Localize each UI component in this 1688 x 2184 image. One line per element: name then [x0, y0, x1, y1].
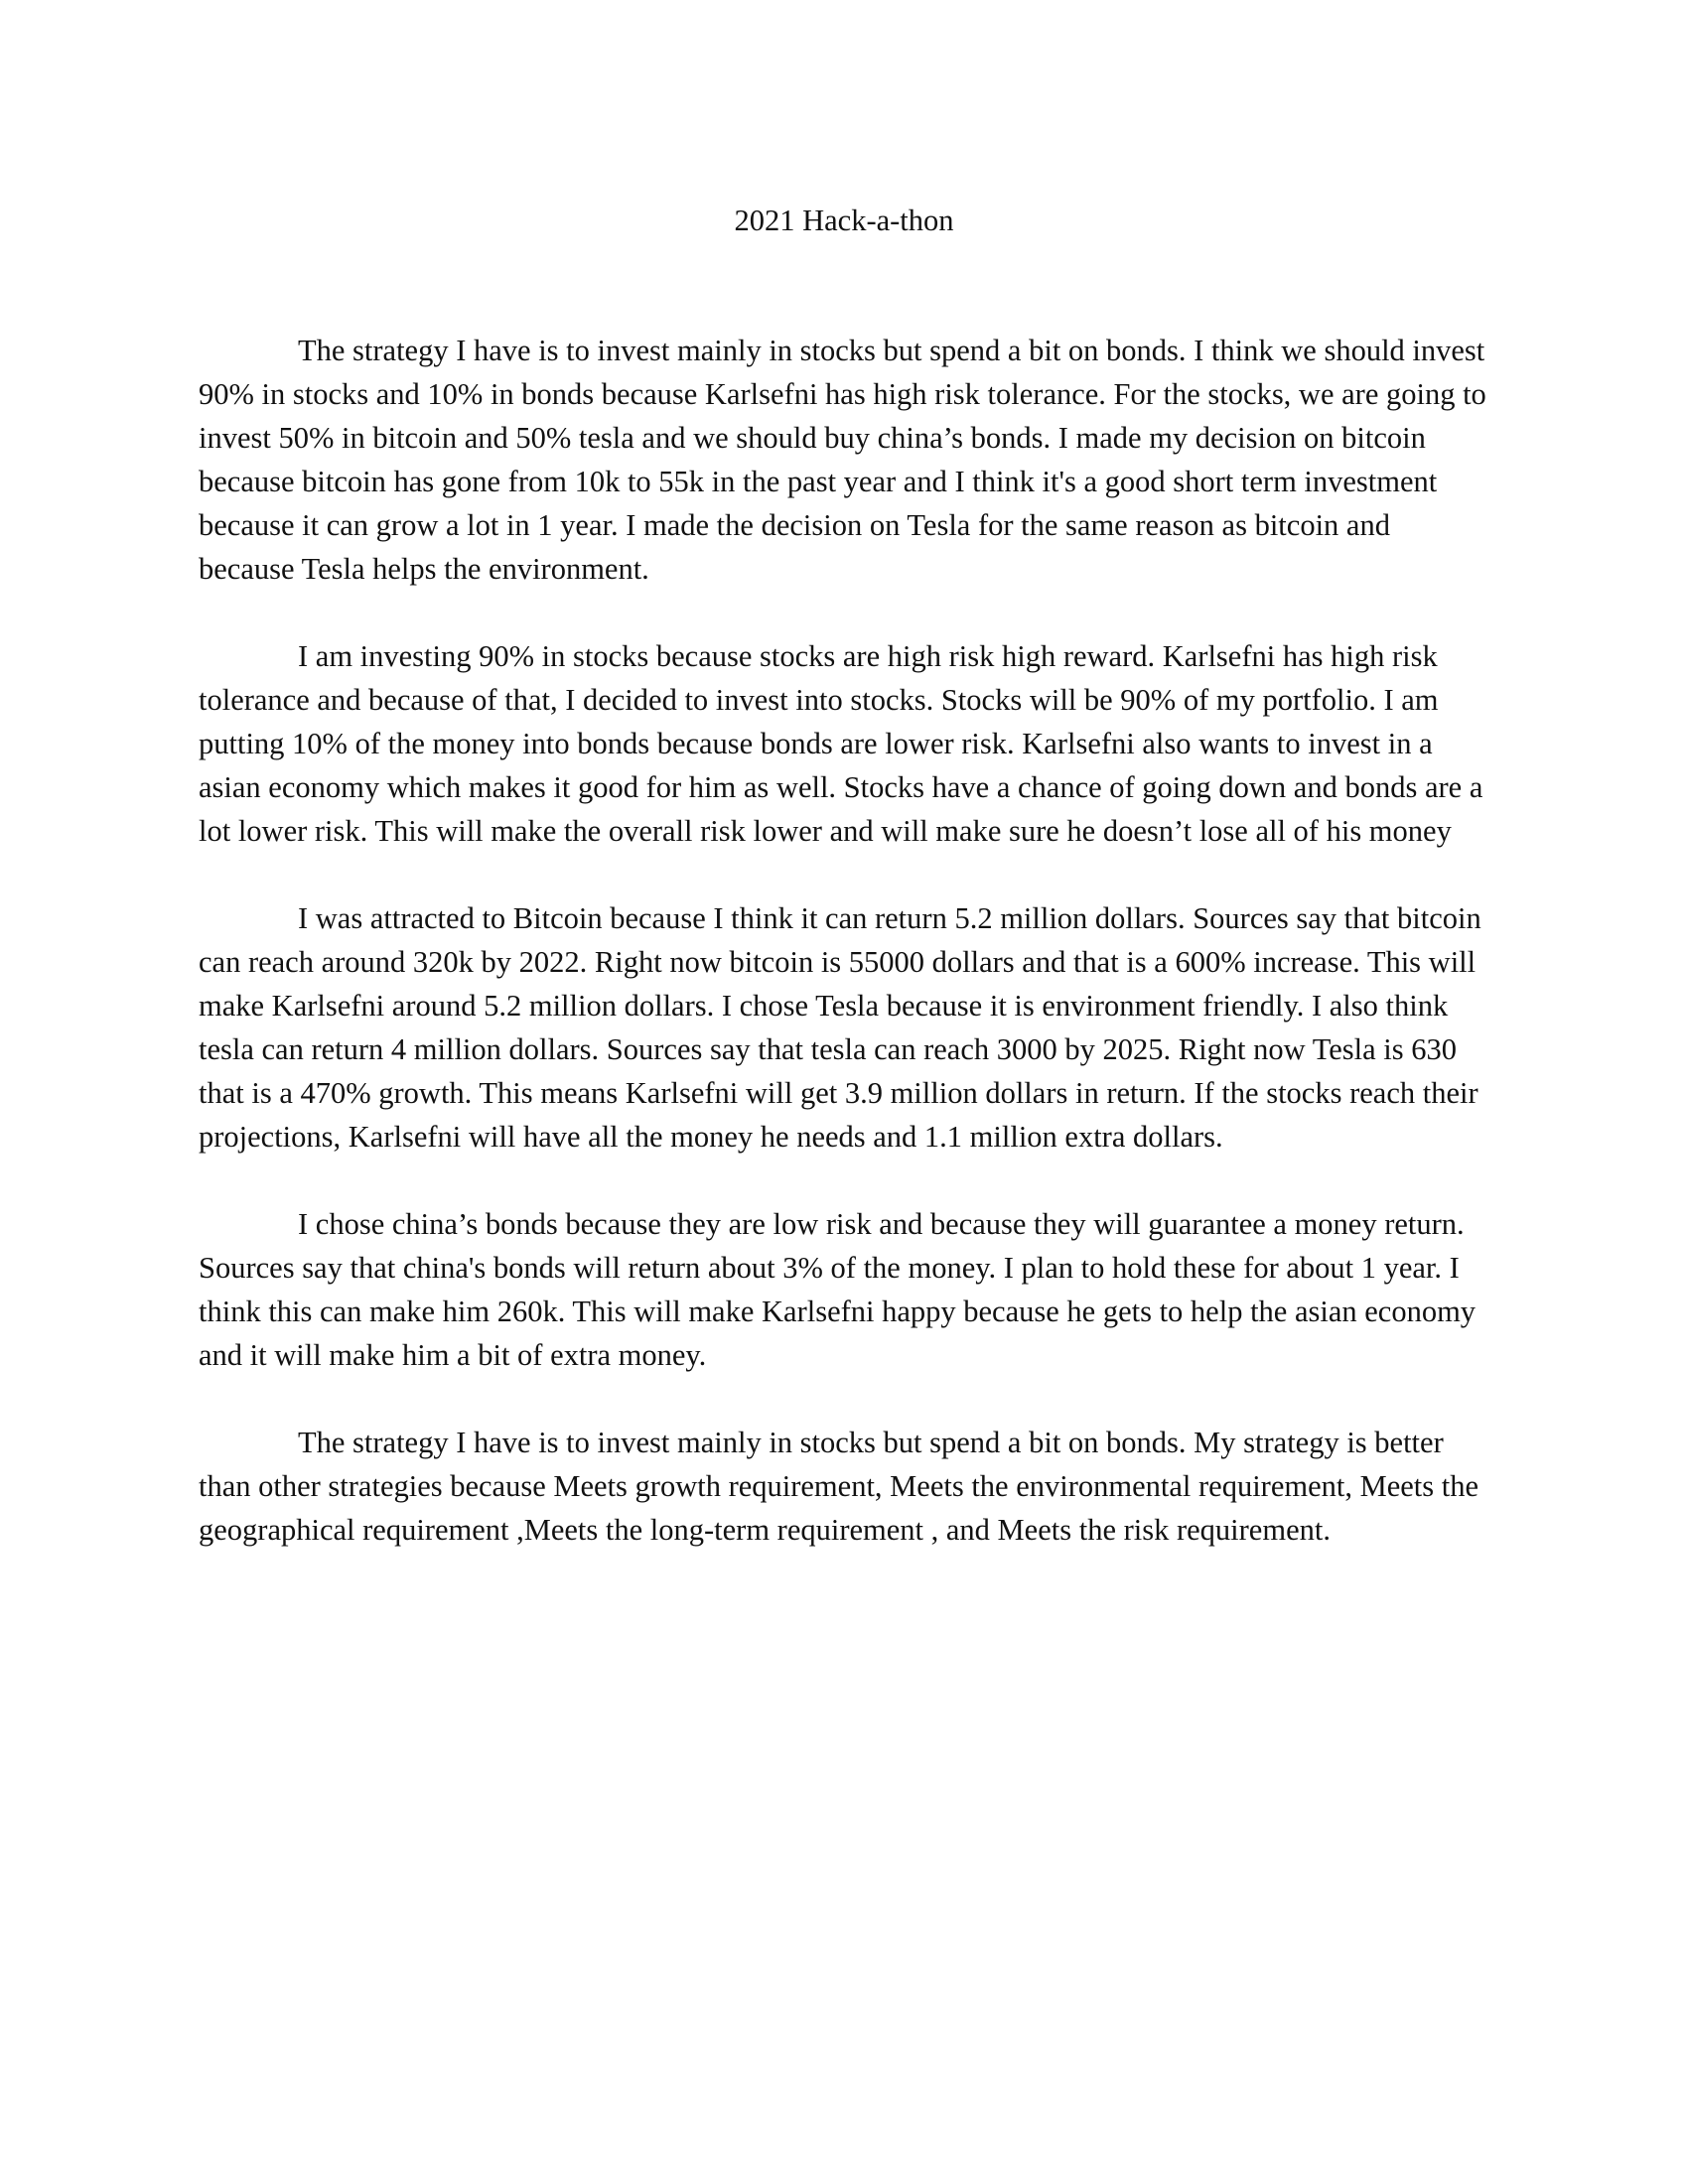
document-body [199, 329, 1489, 1552]
paragraph-conclusion: The strategy I have is to invest mainly in stocks but spend a bit on bonds. My strategy is better than other strategies because Meets growth requirement, Meets the environmental requirement, Meets the geographical requirement ,Meets the long-term requirement , and Meets the risk requirement. [199, 1426, 1479, 1547]
paragraph-china-bonds: I chose china’s bonds because they are low risk and because they will guarantee a money return. Sources say that china's bonds will return about 3% of the money. I plan to hold these for about 1 year. I think this can make him 260k. This will make Karlsefni happy because he gets to help the asian economy and it will make him a bit of extra money. [199, 1207, 1477, 1372]
paragraph-stock-allocation: I am investing 90% in stocks because stocks are high risk high reward. Karlsefni has high risk tolerance and because of that, I decided to invest into stocks. Stocks will be 90% of my portfolio. I am putting 10% of the money into bonds because bonds are lower risk. Karlsefni also wants to invest in a asian economy which makes it good for him as well. Stocks have a chance of going down and bonds are a lot lower risk. This will make the overall risk lower and will make sure he doesn’t lose all of his money [199, 639, 1483, 848]
paragraph-investment-strategy: The strategy I have is to invest mainly in stocks but spend a bit on bonds. I think we should invest 90% in stocks and 10% in bonds because Karlsefni has high risk tolerance. For the stocks, we are going to invest 50% in bitcoin and 50% tesla and we should buy china’s bonds. I made my decision on bitcoin because bitcoin has gone from 10k to 55k in the past year and I think it's a good short term investment because it can grow a lot in 1 year. I made the decision on Tesla for the same reason as bitcoin and because Tesla helps the environment. [199, 334, 1486, 586]
document-title: 2021 Hack-a-thon [734, 204, 954, 237]
paragraph-bitcoin-tesla-returns: I was attracted to Bitcoin because I think it can return 5.2 million dollars. Sources say that bitcoin can reach around 320k by 2022. Right now bitcoin is 55000 dollars and that is a 600% increase. This will make Karlsefni around 5.2 million dollars. I chose Tesla because it is environment friendly. I also think tesla can return 4 million dollars. Sources say that tesla can reach 3000 by 2025. Right now Tesla is 630 that is a 470% growth. This means Karlsefni will get 3.9 million dollars in return. If the stocks reach their projections, Karlsefni will have all the money he needs and 1.1 million extra dollars. [199, 901, 1481, 1154]
